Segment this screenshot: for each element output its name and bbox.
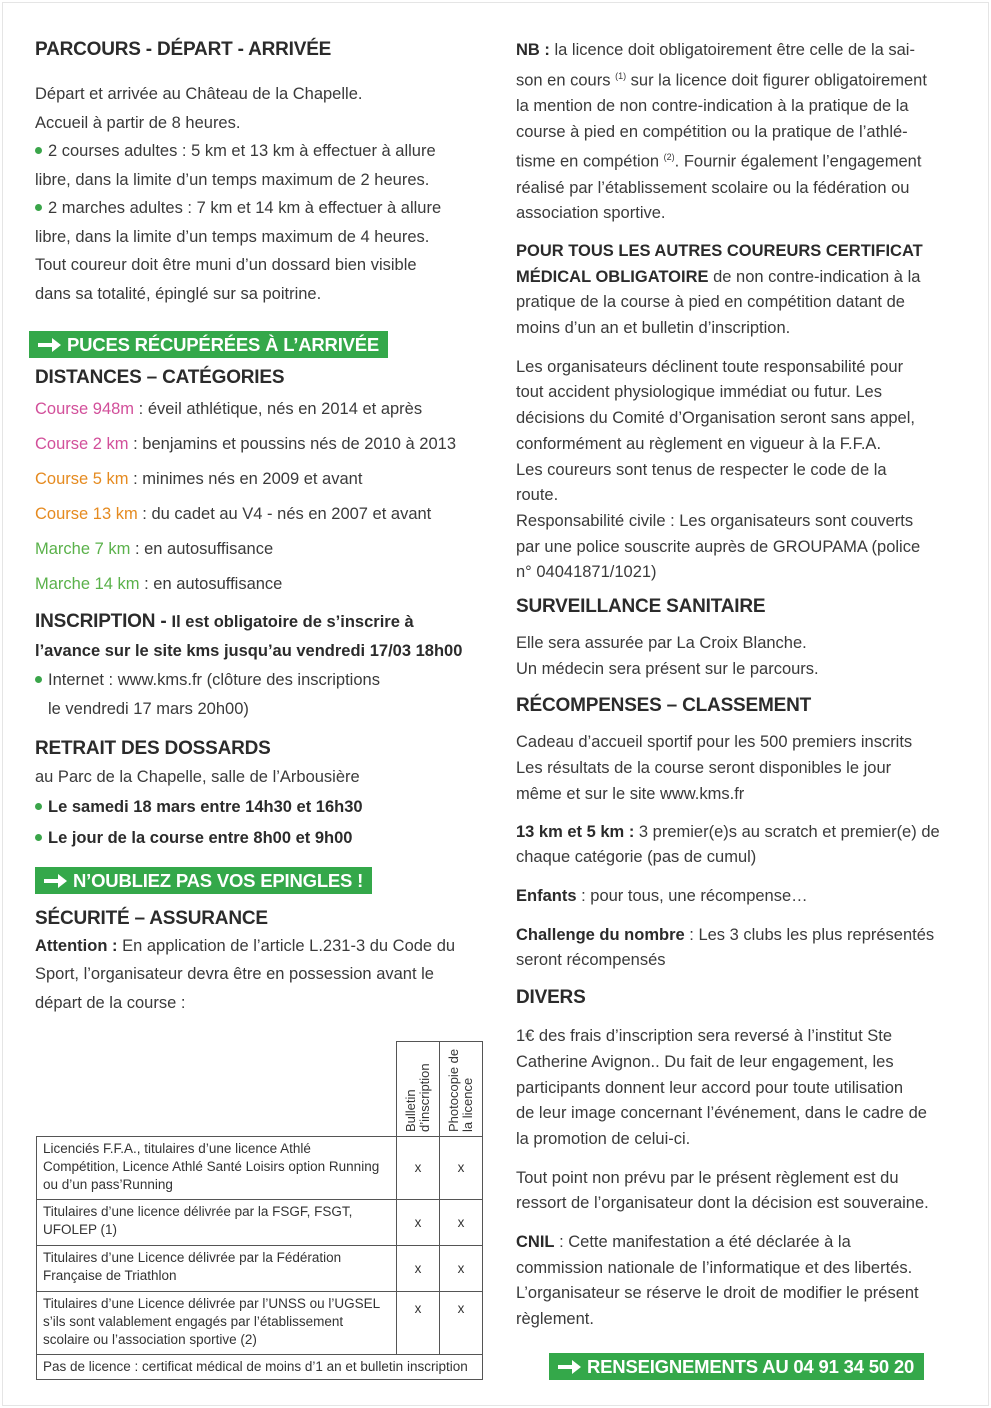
category-item (35, 392, 487, 427)
banner-puces (29, 331, 487, 358)
row-check: x (397, 1200, 440, 1246)
category-desc: : minimes nés en 2009 et avant (128, 470, 363, 488)
inscription-bullet (35, 666, 487, 695)
surveillance-line: Un médecin sera présent sur le parcours. (516, 659, 819, 678)
category-item (35, 427, 487, 462)
row-label: Licenciés F.F.A., titulaires d’une licence Athlé Compétition, Licence Athlé Santé Loisirs option Running ou d’un pass’Running (37, 1137, 397, 1200)
col-header-licence: Photocopie de la licence (440, 1042, 483, 1137)
category-name: Marche 14 km (35, 575, 140, 593)
table-row (37, 1292, 483, 1355)
category-name: Course 2 km (35, 435, 129, 453)
retrait-place: au Parc de la Chapelle, salle de l’Arbousière (35, 768, 360, 786)
category-name: Course 948m (35, 400, 135, 418)
bullet-icon (35, 676, 42, 683)
organisateurs-line: conformément au règlement en vigueur à la F.F.A. (516, 434, 882, 453)
divers-title: DIVERS (516, 987, 586, 1009)
parcours-line: libre, dans la limite d’un temps maximum de 4 heures. (35, 227, 430, 246)
nb-block: NB : la licence doit obligatoirement être celle de la sai- son en cours $^{(1)}$ sur la licence doit figurer obligatoirement la mention de non contre-indication à la pratique de la course à pied en compétition ou la pratique de l’athlé- tisme en compétion $^{(2)}$. Fournir également l’engagement réalisé par l’établissement scolaire ou la fédération ou association sportive. (516, 41, 927, 223)
row-check: x (440, 1246, 483, 1292)
nb-label: NB : (516, 41, 550, 59)
securite-text: En application de l’article L.231-3 du Code du (117, 936, 456, 955)
organisateurs-line: décisions du Comité d’Organisation seront sans appel, (516, 409, 915, 428)
banner-renseignements (549, 1353, 971, 1380)
surveillance-line: Elle sera assurée par La Croix Blanche. (516, 634, 807, 653)
surveillance-title: SURVEILLANCE SANITAIRE (516, 596, 766, 618)
row-check: x (397, 1292, 440, 1355)
row-label: Titulaires d’une Licence délivrée par la Fédération Française de Triathlon (37, 1246, 397, 1292)
parcours-title: PARCOURS - DÉPART - ARRIVÉE (35, 39, 332, 60)
bullet-text: Le samedi 18 mars entre 14h30 et 16h30 (48, 797, 363, 816)
securite-line: départ de la course : (35, 993, 186, 1012)
row-check: x (440, 1292, 483, 1355)
row-label: Titulaires d’une licence délivrée par la FSGF, FSGT, UFOLEP (1) (37, 1200, 397, 1246)
parcours-line: libre, dans la limite d’un temps maximum de 2 heures. (35, 170, 430, 189)
category-item (35, 532, 487, 567)
retrait-bullet (35, 792, 487, 823)
organisateurs-line: n° 04041871/1021) (516, 563, 657, 582)
organisateurs-line: route. (516, 486, 559, 505)
row-check: x (440, 1137, 483, 1200)
inscription-text: Il est obligatoire de s’inscrire à (171, 613, 414, 631)
organisateurs-line: par une police souscrite auprès de GROUPAMA (police (516, 537, 921, 556)
banner-epingles (35, 867, 487, 894)
category-desc: : en autosuffisance (139, 575, 283, 593)
parcours-bullet (35, 137, 487, 166)
category-desc: : du cadet au V4 - nés en 2007 et avant (137, 505, 432, 523)
category-item (35, 462, 487, 497)
securite-line: Sport, l’organisateur devra être en possession avant le (35, 965, 434, 983)
retrait-bullet (35, 823, 487, 854)
securite-line (35, 932, 487, 961)
divers-line: participants donnent leur accord pour toute utilisation (516, 1078, 904, 1097)
table-footer-row (37, 1355, 483, 1380)
table-footer: Pas de licence : certificat médical de moins d’1 an et bulletin inscription (37, 1355, 483, 1380)
category-name: Marche 7 km (35, 540, 131, 558)
bullet-text: 2 courses adultes : 5 km et 13 km à effectuer à allure (48, 142, 436, 160)
table-header-row (37, 1042, 483, 1137)
bullet-text: 2 marches adultes : 7 km et 14 km à effectuer à allure (48, 199, 442, 217)
requirements-table (36, 1041, 483, 1380)
right-column: NB : la licence doit obligatoirement être celle de la sai- son en cours $^{(1)}$ sur la licence doit figurer obligatoirement la mention de non contre-indication à la pratique de la course à pied en compétition ou la pratique de l’athlé- tisme en compétion $^{(2)}$. Fournir également l’engagement réalisé par l’établissement scolaire ou la fédération ou association sportive. POUR TOUS LES AUTRES COUREURS CERTIFICAT MÉDICAL OBLIGATOIRE de non contre-indication à la pratique de la course à pied en compétition datant de moins d’un an et bulletin d’inscription. Les organisateurs déclinent toute responsabilité pour tout accident physiologique immédiat ou futur. Les décisions du Comité d’Organisation seront sans appel, conformément au règlement en vigueur à la F.F.A. Les coureurs sont tenus de respecter le code de la route. Responsabilité civile : Les organisateurs sont couverts par une police souscrite auprès de GROUPAMA (police n° 04041871/1021) SURVEILLANCE SANITAIRE Elle sera assurée par La Croix Blanche. Un médecin sera présent sur le parcours. RÉCOMPENSES – CLASSEMENT Cadeau d’accueil sportif pour les 500 premiers inscrits Les résultats de la course seront disponibles le jour même et sur le site www.kms.fr 13 km et 5 km : 3 premier(e)s au scratch et premier(e) de chaque catégorie (pas de cumul) Enfants : pour tous, une récompense… Challenge du nombre : Les 3 clubs les plus représentés seront récompensés DIVERS 1€ des frais d’inscription sera reversé à l’institut Ste Catherine Avignon.. Du fait de leur engagement, les participants donnent leur accord pour toute utilisation de leur image concernant l’événement, dans le cadre de la promotion de celui-ci. Tout point non prévu par le présent règlement est du ressort de l’organisateur dont la décision est souveraine. CNIL : Cette manifestation a été déclarée à la commission nationale de l’informatique et des libertés. L’organisateur se réserve le droit de modifier le présent règlement. RENSEIGNEMENTS AU 04 91 34 50 20 (516, 38, 971, 1380)
row-check: x (397, 1246, 440, 1292)
inscription-line: le vendredi 17 mars 20h00) (48, 699, 249, 718)
parcours-bullet (35, 194, 487, 223)
bullet-icon (35, 803, 42, 810)
col-header-bulletin: Bulletin d’inscription (397, 1042, 440, 1137)
category-desc: : en autosuffisance (130, 540, 274, 558)
table-row (37, 1200, 483, 1246)
organisateurs-line: tout accident physiologique immédiat ou futur. Les (516, 383, 882, 402)
divers-line: Catherine Avignon.. Du fait de leur engagement, les (516, 1052, 894, 1071)
organisateurs-block (516, 355, 971, 586)
certificat-block: POUR TOUS LES AUTRES COUREURS CERTIFICAT MÉDICAL OBLIGATOIRE de non contre-indication à la pratique de la course à pied en compétition datant de moins d’un an et bulletin d’inscription. (516, 241, 923, 338)
organisateurs-line: Responsabilité civile : Les organisateurs sont couverts (516, 511, 914, 530)
arrow-right-icon (42, 874, 69, 888)
securite-title: SÉCURITÉ – ASSURANCE (35, 907, 268, 929)
table-row (37, 1246, 483, 1292)
parcours-line: dans sa totalité, épinglé sur sa poitrine. (35, 284, 322, 303)
categories-list (35, 392, 487, 602)
category-item (35, 567, 487, 602)
row-check: x (440, 1200, 483, 1246)
bullet-text: Internet : www.kms.fr (clôture des inscriptions (48, 671, 380, 689)
inscription-block (35, 608, 487, 723)
arrow-right-icon (556, 1360, 583, 1374)
divers-line: de leur image concernant l’événement, dans le cadre de (516, 1104, 927, 1123)
category-name: Course 5 km (35, 470, 129, 488)
attention-label: Attention : (35, 936, 118, 955)
parcours-line: Départ et arrivée au Château de la Chapelle. (35, 85, 363, 103)
organisateurs-line: Les organisateurs déclinent toute responsabilité pour (516, 357, 904, 376)
retrait-title: RETRAIT DES DOSSARDS (35, 738, 271, 759)
category-desc: : éveil athlétique, nés en 2014 et après (134, 400, 423, 418)
organisateurs-line: Les coureurs sont tenus de respecter le code de la (516, 460, 887, 479)
parcours-line: Tout coureur doit être muni d’un dossard bien visible (35, 256, 417, 274)
category-desc: : benjamins et poussins nés de 2010 à 2013 (128, 435, 457, 453)
bullet-text: Le jour de la course entre 8h00 et 9h00 (48, 828, 353, 847)
table-row (37, 1137, 483, 1200)
arrow-right-icon (36, 338, 63, 352)
banner-text: RENSEIGNEMENTS AU 04 91 34 50 20 (587, 1355, 915, 1377)
row-label: Titulaires d’une Licence délivrée par l’UNSS ou l’UGSEL s’ils sont valablement engagés par l’établissement scolaire ou l’association sportive (2) (37, 1292, 397, 1355)
divers-line: 1€ des frais d’inscription sera reversé à l’institut Ste (516, 1027, 893, 1046)
bullet-icon (35, 834, 42, 841)
divers-block (516, 1024, 971, 1153)
category-name: Course 13 km (35, 505, 138, 523)
left-column (35, 38, 487, 1017)
banner-text: PUCES RÉCUPÉRÉES À L’ARRIVÉE (67, 334, 380, 355)
divers-line: la promotion de celui-ci. (516, 1129, 691, 1148)
bullet-icon (35, 147, 42, 154)
parcours-line: Accueil à partir de 8 heures. (35, 113, 241, 132)
recompenses-title: RÉCOMPENSES – CLASSEMENT (516, 695, 812, 717)
inscription-text: l’avance sur le site kms jusqu’au vendredi 17/03 18h00 (35, 642, 463, 660)
distances-title: DISTANCES – CATÉGORIES (35, 367, 285, 388)
category-item (35, 497, 487, 532)
row-check: x (397, 1137, 440, 1200)
banner-text: N’OUBLIEZ PAS VOS EPINGLES ! (73, 869, 364, 891)
bullet-icon (35, 204, 42, 211)
inscription-title: INSCRIPTION - (35, 611, 172, 632)
parcours-body (35, 80, 487, 308)
